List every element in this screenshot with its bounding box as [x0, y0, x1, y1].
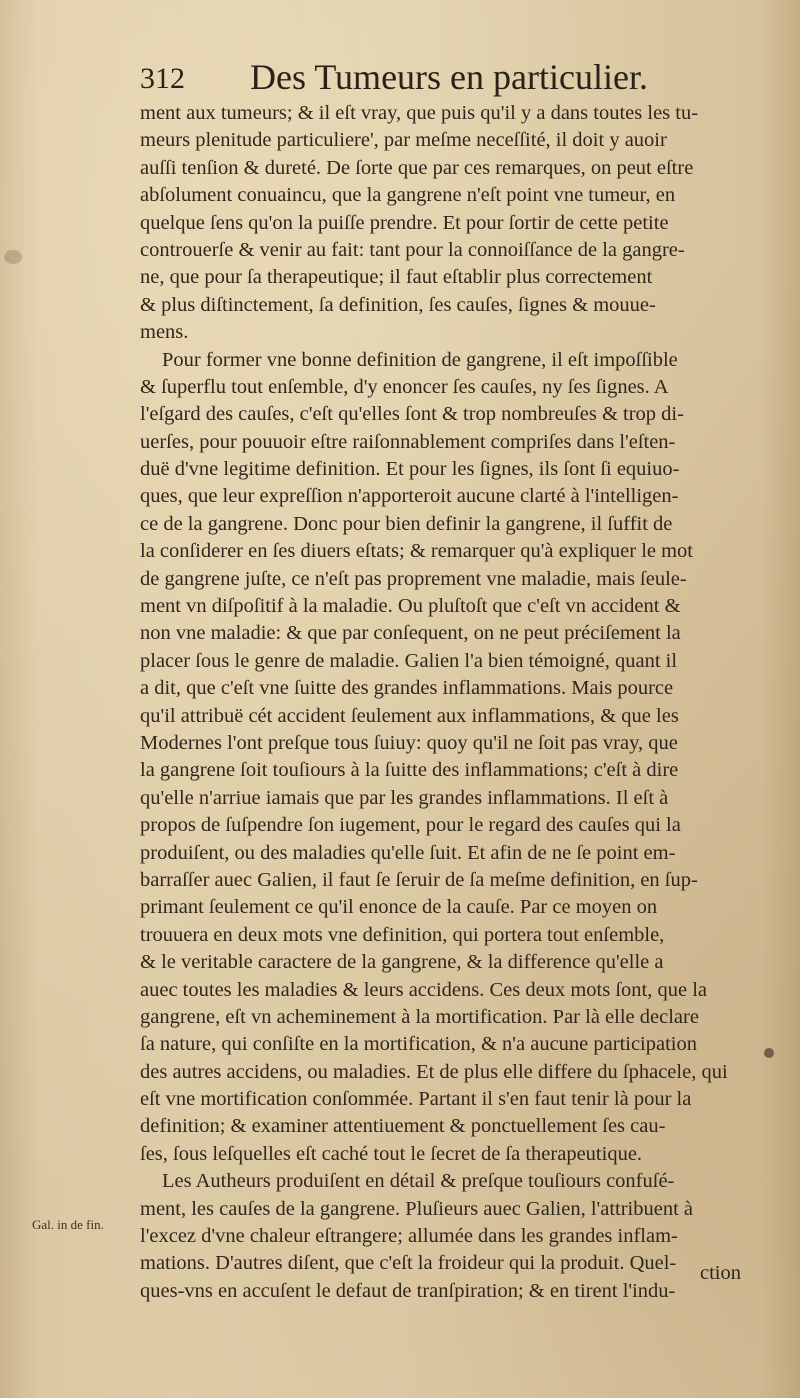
- text-line: qu'elle n'arriue iamais que par les grandes inflammations. Il eſt à: [140, 786, 669, 809]
- text-line: trouuera en deux mots vne definition, qui portera tout enſemble,: [140, 923, 665, 946]
- text-line: auſſi tenſion & dureté. De ſorte que par ces remarques, on peut eſtre: [140, 156, 694, 179]
- text-line: ment vn diſpoſitif à la maladie. Ou pluſtoſt que c'eſt vn accident &: [140, 595, 681, 618]
- text-line: ques-vns en accuſent le defaut de tranſpiration; & en tirent l'indu-: [140, 1279, 676, 1302]
- page-number: 312: [140, 62, 185, 95]
- text-line: auec toutes les maladies & leurs accidens. Ces deux mots ſont, que la: [140, 978, 708, 1001]
- text-line: mens.: [140, 321, 189, 344]
- text-line: non vne maladie: & que par conſequent, on ne peut préciſement la: [140, 622, 681, 645]
- text-line: definition; & examiner attentiuement & ponctuellement ſes cau-: [140, 1115, 666, 1138]
- text-line: barraſſer auec Galien, il faut ſe ſeruir de ſa meſme definition, en ſup-: [140, 868, 698, 891]
- text-line: & plus diſtinctement, ſa definition, ſes cauſes, ſignes & mouue-: [140, 293, 656, 316]
- text-line: des autres accidens, ou maladies. Et de plus elle differe du ſphacele, qui: [140, 1060, 728, 1083]
- text-line: produiſent, ou des maladies qu'elle ſuit. Et afin de ne ſe point em-: [140, 841, 676, 864]
- text-line: ſes, ſous leſquelles eſt caché tout le ſecret de ſa therapeutique.: [140, 1142, 643, 1165]
- text-line: abſolument conuaincu, que la gangrene n'eſt point vne tumeur, en: [140, 184, 676, 207]
- text-line: eſt vne mortification conſommée. Partant il s'en faut tenir là pour la: [140, 1088, 692, 1111]
- catchword: ction: [700, 1262, 741, 1284]
- text-line: gangrene, eſt vn acheminement à la mortification. Par là elle declare: [140, 1005, 699, 1028]
- page-header: [140, 56, 780, 102]
- text-line: uerſes, pour pouuoir eſtre raiſonnablement compriſes dans l'eſten-: [140, 430, 676, 453]
- body-text: [140, 100, 760, 1305]
- ink-stain: [4, 250, 22, 264]
- text-line: & ſuperflu tout enſemble, d'y enoncer ſes cauſes, ny ſes ſignes. A: [140, 375, 669, 398]
- text-line: a dit, que c'eſt vne ſuitte des grandes inflammations. Mais pource: [140, 677, 674, 700]
- text-line: mations. D'autres diſent, que c'eſt la froideur qui la produit. Quel-: [140, 1252, 677, 1275]
- text-line: duë d'vne legitime definition. Et pour les ſignes, ils ſont ſi equiuo-: [140, 458, 680, 481]
- text-line: primant ſeulement ce qu'il enonce de la cauſe. Par ce moyen on: [140, 896, 658, 919]
- text-line: meurs plenitude particuliere', par meſme neceſſité, il doit y auoir: [140, 129, 667, 152]
- text-line: controuerſe & venir au fait: tant pour la connoiſſance de la gangre-: [140, 238, 685, 261]
- text-line: l'excez d'vne chaleur eſtrangere; allumée dans les grandes inflam-: [140, 1225, 678, 1248]
- ink-stain: [764, 1048, 774, 1058]
- text-line: Les Autheurs produiſent en détail & preſque touſiours confuſé-: [162, 1170, 675, 1193]
- text-line: l'eſgard des cauſes, c'eſt qu'elles ſont & trop nombreuſes & trop di-: [140, 403, 684, 426]
- text-line: Modernes l'ont preſque tous ſuiuy: quoy qu'il ne ſoit pas vray, que: [140, 731, 678, 754]
- text-line: ques, que leur expreſſion n'apporteroit aucune clarté à l'intelligen-: [140, 485, 679, 508]
- text-line: ment aux tumeurs; & il eſt vray, que puis qu'il y a dans toutes les tu-: [140, 102, 699, 124]
- text-line: ne, que pour ſa therapeutique; il faut eſtablir plus correctement: [140, 266, 653, 289]
- text-line: qu'il attribuë cét accident ſeulement aux inflammations, & que les: [140, 704, 679, 727]
- text-line: la conſiderer en ſes diuers eſtats; & remarquer qu'à expliquer le mot: [140, 540, 693, 563]
- text-line: & le veritable caractere de la gangrene, & la difference qu'elle a: [140, 951, 664, 974]
- text-line: propos de ſuſpendre ſon iugement, pour le regard des cauſes qui la: [140, 814, 681, 837]
- text-line: la gangrene ſoit touſiours à la ſuitte des inflammations; c'eſt à dire: [140, 759, 679, 782]
- text-line: placer ſous le genre de maladie. Galien l'a bien témoigné, quant il: [140, 649, 678, 672]
- text-line: ce de la gangrene. Donc pour bien definir la gangrene, il ſuffit de: [140, 512, 673, 535]
- running-title: Des Tumeurs en particulier.: [250, 57, 648, 97]
- text-line: ſa nature, qui conſiſte en la mortification, & n'a aucune participation: [140, 1033, 697, 1056]
- text-line: quelque ſens qu'on la puiſſe prendre. Et pour ſortir de cette petite: [140, 211, 669, 234]
- marginal-note: Gal. in de fin.: [32, 1217, 104, 1232]
- text-line: Pour former vne bonne definition de gangrene, il eſt impoſſible: [162, 348, 678, 371]
- text-line: ment, les cauſes de la gangrene. Pluſieurs auec Galien, l'attribuent à: [140, 1197, 693, 1220]
- text-line: de gangrene juſte, ce n'eſt pas proprement vne maladie, mais ſeule-: [140, 567, 687, 590]
